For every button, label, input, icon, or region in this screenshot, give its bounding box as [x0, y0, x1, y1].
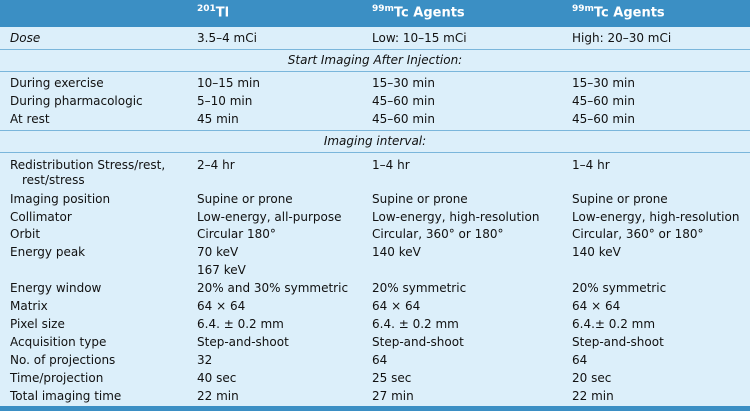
divider [0, 71, 750, 72]
row-label: Orbit [10, 227, 41, 241]
row-label: During exercise [10, 76, 104, 90]
cell: 70 keV [197, 245, 239, 259]
cell: Supine or prone [372, 192, 468, 206]
cell: 167 keV [197, 263, 246, 277]
cell: 20 sec [572, 371, 612, 385]
cell: 27 min [372, 389, 414, 403]
cell: 10–15 min [197, 76, 260, 90]
cell: Supine or prone [572, 192, 668, 206]
divider [0, 49, 750, 50]
cell: 64 [372, 353, 388, 367]
cell: 45 min [197, 112, 239, 126]
cell: 45–60 min [372, 112, 435, 126]
header-tc99m-low: $^{99m}$Tc Agents [372, 4, 465, 21]
row-label: Redistribution Stress/rest, [10, 158, 166, 172]
row-label: No. of projections [10, 353, 116, 367]
header-tc99m-high: $^{99m}$Tc Agents [572, 4, 665, 21]
cell: 1–4 hr [372, 158, 410, 172]
cell: 45–60 min [372, 94, 435, 108]
section-heading: Start Imaging After Injection: [287, 53, 463, 67]
row-label: Energy peak [10, 245, 86, 259]
cell: 40 sec [197, 371, 237, 385]
cell: 25 sec [372, 371, 412, 385]
cell: 45–60 min [572, 94, 635, 108]
cell: 6.4. ± 0.2 mm [372, 317, 459, 331]
row-label: Matrix [10, 299, 48, 313]
header-tl201: $^{201}$Tl [197, 4, 230, 21]
cell: 5–10 min [197, 94, 253, 108]
cell: 140 keV [372, 245, 421, 259]
table-header [0, 0, 750, 27]
cell: Circular, 360° or 180° [372, 227, 504, 241]
cell: 15–30 min [372, 76, 435, 90]
divider [0, 152, 750, 153]
cell: 32 [197, 353, 213, 367]
cell: 1–4 hr [572, 158, 610, 172]
row-label: Pixel size [10, 317, 65, 331]
cell: 3.5–4 mCi [197, 31, 257, 45]
divider [0, 130, 750, 131]
row-label: Time/projection [10, 371, 104, 385]
cell: 6.4.± 0.2 mm [572, 317, 656, 331]
row-label: Energy window [10, 281, 102, 295]
cell: 64 [572, 353, 588, 367]
cell: Low: 10–15 mCi [372, 31, 467, 45]
cell: High: 20–30 mCi [572, 31, 672, 45]
section-heading: Imaging interval: [323, 134, 427, 148]
cell: Step-and-shoot [572, 335, 664, 349]
cell: 15–30 min [572, 76, 635, 90]
cell: 64 × 64 [572, 299, 621, 313]
cell: 45–60 min [572, 112, 635, 126]
cell: 140 keV [572, 245, 621, 259]
cell: 22 min [572, 389, 614, 403]
cell: 20% symmetric [372, 281, 467, 295]
cell: 2–4 hr [197, 158, 235, 172]
row-label: During pharmacologic [10, 94, 143, 108]
cell: 20% and 30% symmetric [197, 281, 349, 295]
cell: Circular 180° [197, 227, 276, 241]
row-label: rest/stress [22, 173, 85, 187]
cell: Low-energy, high-resolution [372, 210, 540, 224]
cell: 20% symmetric [572, 281, 667, 295]
cell: 22 min [197, 389, 239, 403]
cell: Circular, 360° or 180° [572, 227, 704, 241]
cell: 6.4. ± 0.2 mm [197, 317, 284, 331]
row-label: Total imaging time [10, 389, 122, 403]
cell: Step-and-shoot [197, 335, 289, 349]
cell: Supine or prone [197, 192, 293, 206]
row-label: Acquisition type [10, 335, 107, 349]
cell: 64 × 64 [197, 299, 246, 313]
cell: Low-energy, high-resolution [572, 210, 740, 224]
cell: Low-energy, all-purpose [197, 210, 342, 224]
row-label: Imaging position [10, 192, 111, 206]
row-label: Dose [10, 31, 41, 45]
cell: Step-and-shoot [372, 335, 464, 349]
row-label: At rest [10, 112, 50, 126]
cell: 64 × 64 [372, 299, 421, 313]
bottom-border [0, 406, 750, 411]
row-label: Collimator [10, 210, 72, 224]
